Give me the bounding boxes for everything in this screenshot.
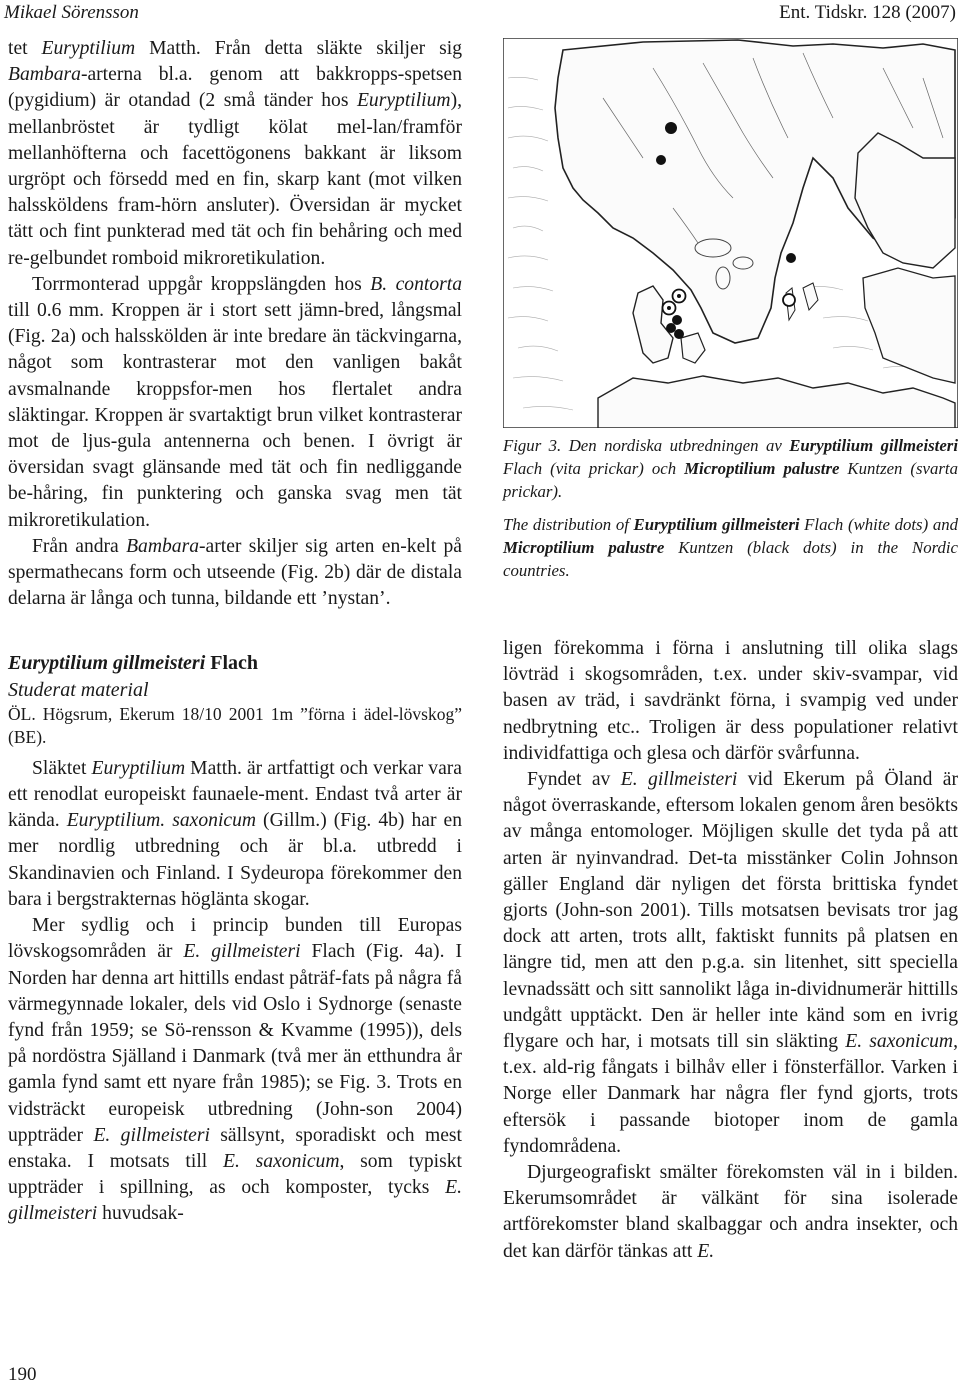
section-subtitle: Studerat material bbox=[8, 678, 149, 701]
running-header-author: Mikael Sörensson bbox=[4, 2, 139, 23]
right-column bbox=[503, 636, 958, 1265]
black-dot bbox=[674, 329, 684, 339]
black-dot bbox=[656, 155, 666, 165]
black-dot bbox=[666, 323, 676, 333]
material-locality: ÖL. Högsrum, Ekerum 18/10 2001 1m ”förna i ädel-lövskog” (BE). bbox=[8, 703, 462, 748]
paragraph: Släktet Euryptilium Matth. är artfattigt och verkar vara ett renodlat europeiskt faunaele-ment. Endast två arter är kända. Euryptilium. saxonicum (Gillm.) (Fig. 4b) har en mer nordlig utbredning och är bl.a. utbredd i Skandinavien och Finland. I Sydeuropa förekommer den bara i bergstrakternas höglänta skogar. bbox=[8, 757, 462, 910]
distribution-map bbox=[503, 38, 958, 428]
caption-swedish: Figur 3. Den nordiska utbredningen av Euryptilium gillmeisteri Flach (vita prickar) och Microptilium palustre Kuntzen (svarta prickar). bbox=[503, 436, 958, 501]
black-dot bbox=[786, 253, 796, 263]
running-header-journal: Ent. Tidskr. 128 (2007) bbox=[779, 2, 956, 23]
paragraph: Från andra Bambara-arter skiljer sig arten en-kelt på spermathecans form och utseende (Fig. 2b) där de distala delarna är långa och tunna, bildande ett ’nystan’. bbox=[8, 535, 462, 610]
paragraph: Fyndet av E. gillmeisteri vid Ekerum på Öland är något överraskande, eftersom lokalen genom åren besökts av många entomologer. Möjligen skulle det tyda på att arten är nyinvandrad. Det-ta misstänker Colin Johnson gäller England där nyligen det första brittiska fyndet gjorts (John-son 2001). Tills motsatsen bevisats tror jag dock att arten, trots allt, faktiskt funnits på platsen en längre tid, men att den p.g.a. sin litenhet, sitt speciella levnadssätt och sitt sannolikt låga in-dividnumerär hittills undgått upptäckt. Den är heller inte känd som en ivrig flygare och har, i motsats till sin släkting E. saxonicum, t.ex. ald-rig fångats i bilhåv eller i fönsterfällor. Varken i Norge eller Danmark har några fler fynd gjorts, trots eftersök i passande biotoper inom de gamla fyndområdena. bbox=[503, 769, 958, 1157]
white-dot bbox=[783, 294, 795, 306]
black-dot bbox=[672, 315, 682, 325]
paragraph: Mer sydlig och i princip bunden till Europas lövskogsområden är E. gillmeisteri Flach (Fig. 4a). I Norden har denna art hittills endast påträf-fats på några få värmegynnade lokaler, dels vid Oslo i Sydnorge (senaste fynd från 1959; se Sö-rensson & Kvamme (1995)), dels på nordöstra Själland i Danmark (två mer än etthundra år gamla fynd samt ett nyare från 1985); se Fig. 3. Trots en vidsträckt europeisk utbredning (John-son 2004) uppträder E. gillmeisteri sällsynt, sporadiskt och mest enstaka. I motsats till E. saxonicum, som typiskt uppträder i spillning, as och komposter, tycks E. gillmeisteri huvudsak- bbox=[8, 915, 462, 1225]
paragraph: ligen förekomma i förna i anslutning till olika slags lövträd i skogsområden, t.ex. under skiv-svampar, vid basen av träd, i savdränkt förna, i svampig ved under nedbrytning etc.. Troligen är dess populationer relativt individfattiga och glesa och därför svårfunna. bbox=[503, 638, 958, 764]
caption-english: The distribution of Euryptilium gillmeisteri Flach (white dots) and Microptilium palustre Kuntzen (black dots) in the Nordic countries. bbox=[503, 515, 958, 580]
page-number: 190 bbox=[8, 1364, 37, 1385]
section-title: Euryptilium gillmeisteri Flach bbox=[8, 652, 259, 675]
left-column bbox=[8, 36, 462, 1228]
paragraph: tet Euryptilium Matth. Från detta släkte skiljer sig Bambara-arterna bl.a. genom att bakkropps-spetsen (pygidium) är otandad (2 små tänder hos Euryptilium), mellanbröstet är tydligt kölat mel-lan/framför mellanhöfterna och facettögonens bakkant är liksom urgröpt och försedd med en fin, skarp kant (mot vilken halssköldens fram-hörn ansluter). Översidan är mycket tätt och fint punkterad med tät och fin behåring och med re-gelbundet romboid mikroretikulation. bbox=[8, 38, 462, 269]
white-dot-center bbox=[677, 294, 681, 298]
paragraph: Djurgeografiskt smälter förekomsten väl in i bilden. Ekerumsområdet är välkänt för sina isolerade artförekomster bland skalbaggar och andra insekter, och det kan därför tänkas att E. bbox=[503, 1162, 958, 1262]
white-dot-center bbox=[667, 306, 671, 310]
black-dot bbox=[665, 122, 677, 134]
paragraph: Torrmonterad uppgår kroppslängden hos B. contorta till 0.6 mm. Kroppen är i stort sett jämn-bred, långsmal (Fig. 2a) och halsskölden är inte bredare än täckvingarna, något som kontrasterar mot den vanligen bakåt avsmalnande kroppsfor-men hos flertalet andra släktingar. Kroppen är svartaktigt brun vilket kontrasterar mot de ljus-gula antennerna och benen. I övrigt är översidan svagt glänsande med tät och fin nedliggande be-håring, fin punktering och ganska svag men tät mikroretikulation. bbox=[8, 273, 462, 531]
figure-caption bbox=[503, 434, 958, 592]
